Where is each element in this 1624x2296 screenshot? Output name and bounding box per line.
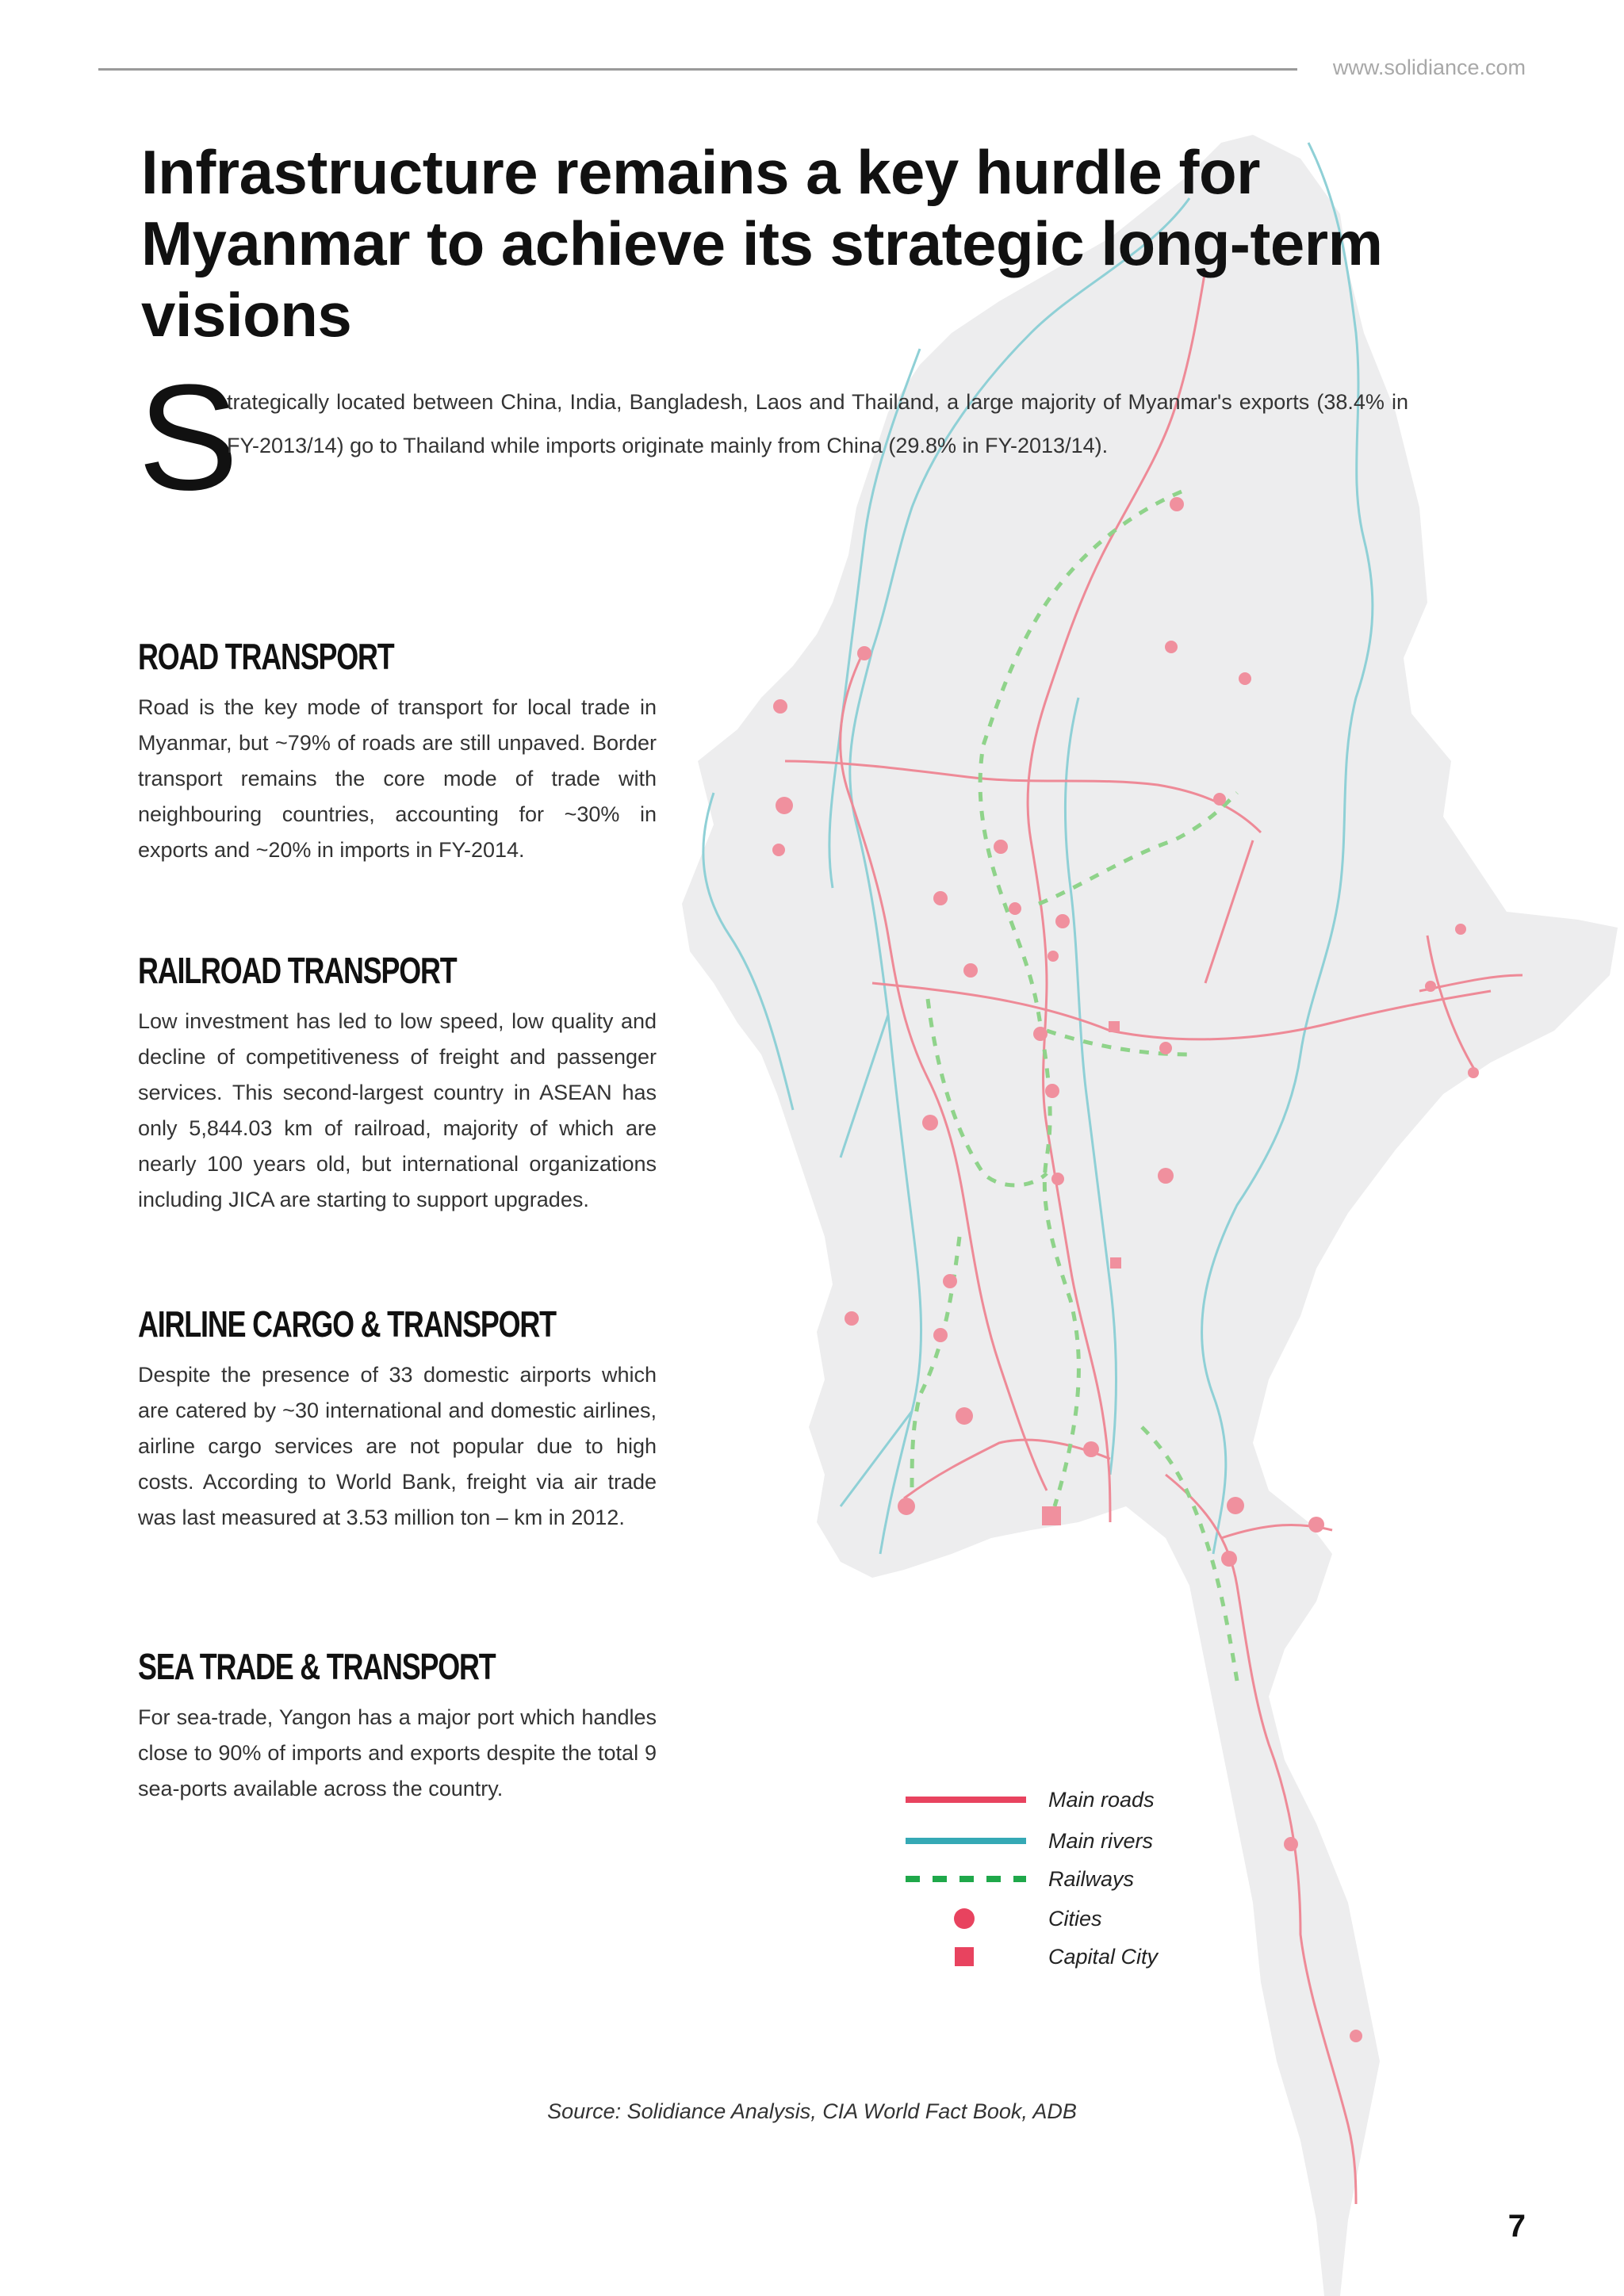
city-dot: [1033, 1027, 1048, 1041]
city-dot: [1468, 1067, 1479, 1078]
legend-item-railways: [904, 1863, 1237, 1895]
city-dot: [1221, 1551, 1237, 1567]
city-dot: [922, 1115, 938, 1131]
source-note: Source: Solidiance Analysis, CIA World Fact Book, ADB: [547, 2099, 1077, 2123]
section-body: Despite the presence of 33 domestic airports which are catered by ~30 international and domestic airlines, airline cargo services are not popular due to high costs. According to World Bank, freight via air trade was last measured at 3.53 million ton – km in 2012.: [138, 1363, 657, 1529]
city-dot: [1308, 1517, 1324, 1533]
section-body: Road is the key mode of transport for local trade in Myanmar, but ~79% of roads are still unpaved. Border transport remains the core mode of trade with neighbouring countries, accounting for ~30% in exports and ~20% in imports in FY-2014.: [138, 695, 657, 862]
city-dot: [1159, 1042, 1172, 1054]
section-body: Low investment has led to low speed, low quality and decline of competitiveness of freight and passenger services. This second-largest country in ASEAN has only 5,844.03 km of railroad, majority of which are nearly 100 years old, but international organizations including JICA are starting to support upgrades.: [138, 1009, 657, 1211]
section-airline-cargo: [138, 1302, 657, 1536]
legend-item-cities: [904, 1903, 1237, 1934]
page-number: 7: [1507, 2209, 1526, 2244]
legend-river-symbol: [904, 1825, 1028, 1857]
intro-dropcap: S: [138, 354, 239, 522]
legend-capital-symbol: [904, 1941, 1028, 1973]
section-railroad-transport: [138, 948, 657, 1218]
section-heading: AIRLINE CARGO & TRANSPORT: [138, 1303, 556, 1345]
legend-label: Main rivers: [1048, 1829, 1154, 1853]
legend-label: Railways: [1048, 1867, 1135, 1891]
city-dot: [1239, 672, 1251, 685]
city-dot: [1455, 924, 1466, 935]
city-dot: [1083, 1441, 1099, 1457]
city-dot: [1158, 1168, 1174, 1184]
intro-text: trategically located between China, India, Bangladesh, Laos and Thailand, a large majority of Myanmar's exports (38.4% in FY-2013/14) go to Thailand while imports originate mainly from China (29.8% in FY-2013/14).: [227, 390, 1408, 457]
city-dot: [776, 797, 793, 814]
legend-item-main-roads: [904, 1784, 1237, 1816]
city-dot: [845, 1311, 859, 1326]
city-dot: [1009, 902, 1021, 915]
capital-city-square: [1042, 1506, 1061, 1525]
city-dot: [933, 891, 948, 905]
city-dot: [1170, 497, 1184, 511]
city-dot: [1045, 1084, 1059, 1098]
site-url[interactable]: www.solidiance.com: [1332, 55, 1526, 79]
legend-label: Capital City: [1048, 1945, 1159, 1969]
legend-item-main-rivers: [904, 1825, 1237, 1857]
city-dot: [773, 699, 787, 714]
city-dot: [772, 844, 785, 856]
city-dot: [1227, 1497, 1244, 1514]
section-body: For sea-trade, Yangon has a major port which handles close to 90% of imports and exports despite the total 9 sea-ports available across the country.: [138, 1705, 657, 1800]
legend-railway-symbol: [904, 1863, 1028, 1895]
city-dot: [857, 646, 871, 660]
city-dot: [1048, 951, 1059, 962]
city-dot: [943, 1274, 957, 1288]
city-dot: [994, 840, 1008, 854]
legend-label: Main roads: [1048, 1788, 1155, 1812]
capital-city-square: [1110, 1257, 1121, 1269]
legend-road-symbol: [904, 1784, 1028, 1816]
legend-item-capital-city: [904, 1941, 1237, 1973]
city-dot: [1350, 2030, 1362, 2042]
city-dot: [963, 963, 978, 978]
city-dot: [1165, 641, 1178, 653]
section-heading: ROAD TRANSPORT: [138, 636, 394, 677]
city-dot: [933, 1328, 948, 1342]
section-road-transport: [138, 634, 657, 868]
city-dot: [1284, 1837, 1298, 1851]
city-dot: [1425, 981, 1436, 992]
page-title: Infrastructure remains a key hurdle for Myanmar to achieve its strategic long-term visions: [141, 137, 1383, 350]
section-heading: SEA TRADE & TRANSPORT: [138, 1646, 496, 1687]
section-heading: RAILROAD TRANSPORT: [138, 950, 457, 991]
legend-city-symbol: [904, 1903, 1028, 1934]
capital-city-square: [1109, 1021, 1120, 1032]
city-dot: [1055, 914, 1070, 928]
city-dot: [1213, 793, 1226, 806]
city-dot: [898, 1498, 915, 1515]
legend-label: Cities: [1048, 1907, 1102, 1931]
city-dot: [956, 1407, 973, 1425]
section-sea-trade: [138, 1644, 657, 1807]
city-dot: [1051, 1173, 1064, 1185]
